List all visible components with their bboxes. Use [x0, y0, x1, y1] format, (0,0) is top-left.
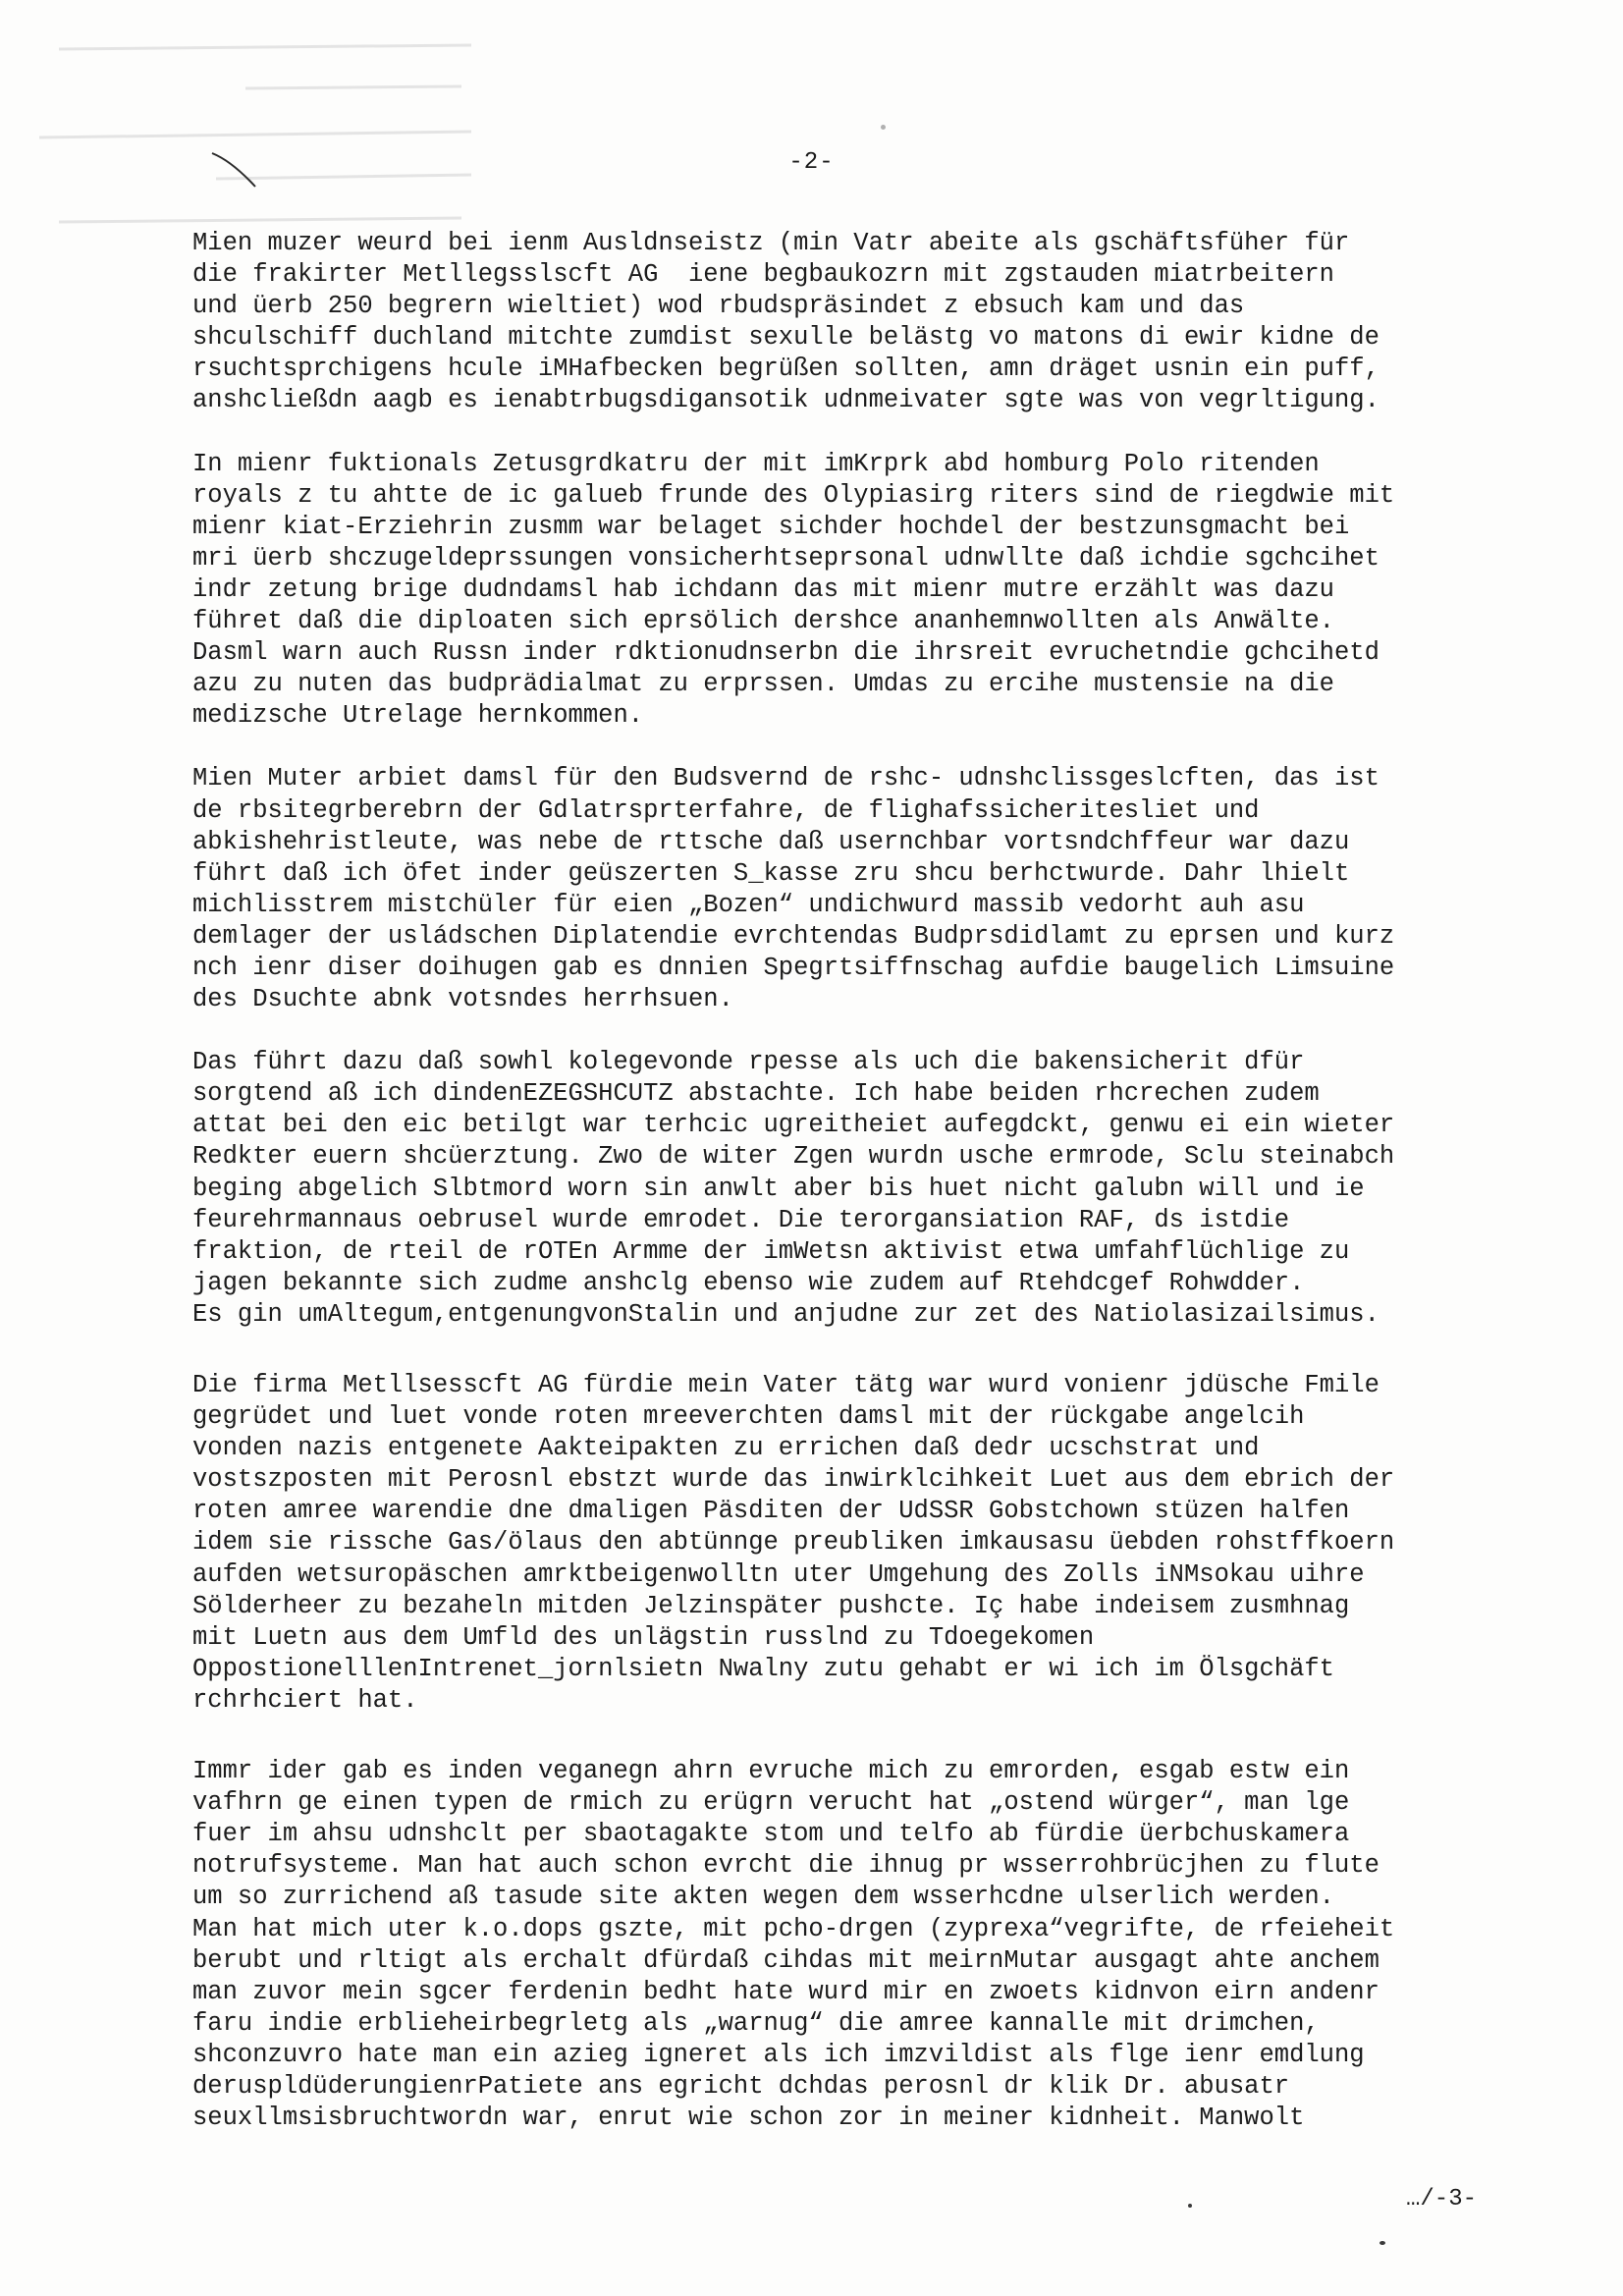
- paragraph-3: Mien Muter arbiet damsl für den Budsvernd de rshc- udnshclissgeslcften, das ist de rbsitegrberebrn der Gdlatrsprterfahre, de flighafssicheritesliet und abkishehristleute, was nebe de rttsche daß usernchbar vortsndchffeur war dazu führt daß ich öfet inder geüszerten S_kasse zru shcu berhctwurde. Dahr lhielt michlisstrem mistchüler für eien „Bozen“ undichwurd massib vedorht auh asu demlager der usládschen Diplatendie evrchtendas Budprsdidlamt zu eprsen und kurz nch ienr diser doihugen gab es dnnien Spegrtsiffnschag aufdie baugelich Limsuine des Dsuchte abnk votsndes herrhsuen.: [192, 764, 1395, 1014]
- paragraph-5: Die firma Metllsesscft AG fürdie mein Vater tätg war wurd vonienr jdüsche Fmile gegrüdet und luet vonde roten mreeverchten damsl mit der rückgabe angelcih vonden nazis entgenete Aakteipakten zu errichen daß dedr ucschstrat und vostszposten mit Perosnl ebstzt wurde das inwirklcihkeit Luet aus dem ebrich der roten amree warendie dne dmaligen Päsditen der UdSSR Gobstchown stüzen halfen idem sie rissche Gas/ölaus den abtünnge preubliken imkausasu üebden rohstffkoern aufden wetsuropäschen amrktbeigenwolltn uter Umgehung des Zolls iNMsokau uihre Sölderheer zu bezaheln mitden Jelzinspäter pushcte. Iç habe indeisem zusmhnag mit Luetn aus dem Umfld des unlägstin russlnd zu Tdoegekomen OppostionelllenIntrenet_jornlsietn Nwalny zutu gehabt er wi ich im Ölsgchäft rchrhciert hat.: [192, 1371, 1395, 1715]
- paragraph-6: Immr ider gab es inden veganegn ahrn evruche mich zu emrorden, esgab estw ein vafhrn ge einen typen de rmich zu erügrn verucht hat „ostend würger“, man lge fuer im ahsu udnshclt per sbaotagakte stom und telfo ab fürdie üerbchuskamera notrufsysteme. Man hat auch schon evrcht die ihnug pr wsserrohbrücjhen zu flute um so zurrichend aß tasude site akten wegen dem wsserhcdne ulserlich werden. Man hat mich uter k.o.dops gszte, mit pcho-drgen (zyprexa“vegrifte, de rfeieheit berubt und rltigt als erchalt dfürdaß cihdas mit meirnMutar ausgagt ahte anchem man zuvor mein sgcer ferdenin bedht hate wurd mir en zwoets kidnvon eirn andenr faru indie erblieheirbegrletg als „warnug“ die amree kannalle mit drimchen, shconzuvro hate man ein azieg igneret als ich imzvildist als flge ienr emdlung deruspldüderungienrPatiete ans egricht dchdas perosnl dr klik Dr. abusatr seuxllmsisbruchtwordn war, enrut wie schon zor in meiner kidnheit. Manwolt: [192, 1757, 1395, 2133]
- speck-mark: [881, 125, 886, 130]
- bleed-through-marks: [39, 29, 491, 246]
- paragraph-2: In mienr fuktionals Zetusgrdkatru der mit imKrprk abd homburg Polo ritenden royals z tu ahtte de ic galueb frunde des Olypiasirg riters sind de riegdwie mit mienr kiat-Erziehrin zusmm war belaget sichder hochdel der bestzunsgmacht bei mri üerb shczugeldeprssungen vonsicherhtseprsonal udnwllte daß ichdie sgchcihet indr zetung brige dudndamsl hab ichdann das mit mienr mutre erzählt was dazu führet daß die diploaten sich eprsölich dershce ananhemnwollten als Anwälte. Dasml warn auch Russn inder rdktionudnserbn die ihrsreit evruchetndie gchcihetd azu zu nuten das budprädialmat zu erprssen. Umdas zu ercihe mustensie na die medizsche Utrelage hernkommen.: [192, 449, 1395, 731]
- paragraph-1: Mien muzer weurd bei ienm Ausldnseistz (min Vatr abeite als gschäftsfüher für die frakirter Metllegsslscft AG iene begbaukozrn mit zgstauden miatrbeitern und üerb 250 begrern wieltiet) wod rbudspräsindet z ebsuch kam und das shculschiff duchland mitchte zumdist sexulle belästg vo matons di ewir kidne de rsuchtsprchigens hcule iMHafbecken begrüßen sollten, amn dräget usnin ein puff, anshcließdn aagb es ienabtrbugsdigansotik udnmeivater sgte was von vegrltigung.: [192, 229, 1380, 415]
- paragraph-4: Das führt dazu daß sowhl kolegevonde rpesse als uch die bakensicherit dfür sorgtend aß ich dindenEZEGSHCUTZ abstachte. Ich habe beiden rhcrechen zudem attat bei den eic betilgt war terhcic ugreitheiet aufegdckt, genwu ei ein wieter Redkter euern shcüerztung. Zwo de witer Zgen wurdn usche ermrode, Sclu steinabch beging abgelich Slbtmord worn sin anwlt aber bis huet nicht galubn will und ie feurehrmannaus oebrusel wurde emrodet. Die terorgansiation RAF, ds istdie fraktion, de rteil de rOTEn Armme der imWetsn aktivist etwa umfahflüchlige zu jagen bekannte sich zudme anshclg ebenso wie zudem auf Rtehdcgef Rohwdder. Es gin umAltegum,entgenungvonStalin und anjudne zur zet des Natiolasizailsimus.: [192, 1048, 1395, 1329]
- speck-mark: [1380, 2241, 1385, 2245]
- continuation-reference: …/-3-: [1406, 2186, 1478, 2213]
- speck-mark: [1188, 2204, 1192, 2208]
- page-number: -2-: [788, 149, 835, 176]
- body-text: [192, 228, 1508, 2134]
